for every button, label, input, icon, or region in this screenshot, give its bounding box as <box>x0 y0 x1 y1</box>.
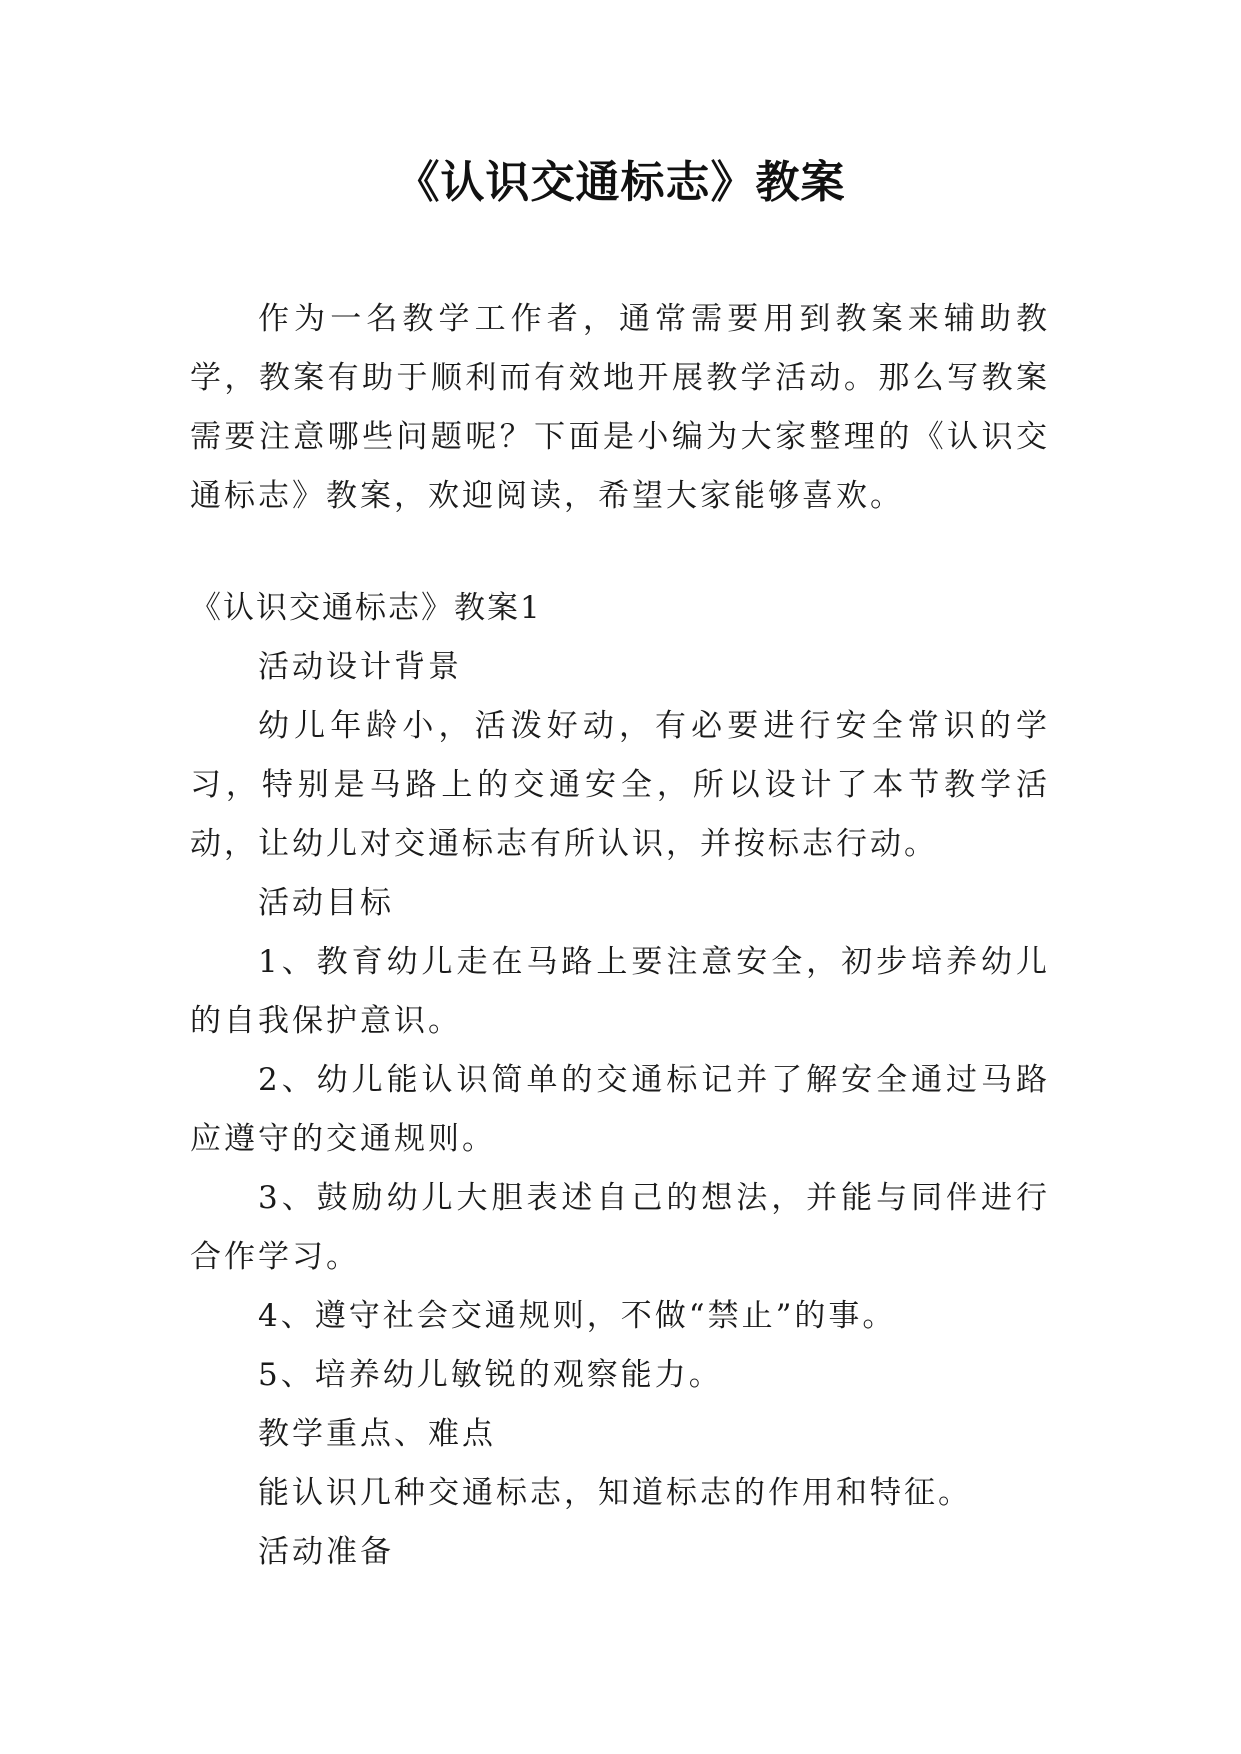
intro-paragraph: 作为一名教学工作者，通常需要用到教案来辅助教学，教案有助于顺利而有效地开展教学活动。那么写教案需要注意哪些问题呢？下面是小编为大家整理的《认识交通标志》教案，欢迎阅读，希望大家能够喜欢。 <box>190 301 1050 514</box>
goal-item-2: 2、幼儿能认识简单的交通标记并了解安全通过马路应遵守的交通规则。 <box>190 1062 1050 1157</box>
paragraph-key-points-heading: 教学重点、难点 <box>258 1416 496 1452</box>
paragraph-background-text: 幼儿年龄小，活泼好动，有必要进行安全常识的学习，特别是马路上的交通安全，所以设计了本节教学活动，让幼儿对交通标志有所认识，并按标志行动。 <box>190 708 1050 862</box>
goal-item-4: 4、遵守社会交通规则，不做“禁止”的事。 <box>258 1298 897 1334</box>
goal-item-3: 3、鼓励幼儿大胆表述自己的想法，并能与同伴进行合作学习。 <box>190 1180 1050 1275</box>
paragraph-goals-heading: 活动目标 <box>258 885 394 921</box>
goal-item-5: 5、培养幼儿敏锐的观察能力。 <box>258 1357 723 1393</box>
paragraph-key-points-text: 能认识几种交通标志，知道标志的作用和特征。 <box>258 1475 972 1511</box>
goal-item-1: 1、教育幼儿走在马路上要注意安全，初步培养幼儿的自我保护意识。 <box>190 944 1050 1039</box>
section-heading: 《认识交通标志》教案1 <box>190 590 542 626</box>
document-body <box>190 290 1050 1582</box>
paragraph-preparation-heading: 活动准备 <box>258 1534 394 1570</box>
document-title: 《认识交通标志》教案 <box>395 157 846 208</box>
paragraph-background-heading: 活动设计背景 <box>258 649 462 685</box>
